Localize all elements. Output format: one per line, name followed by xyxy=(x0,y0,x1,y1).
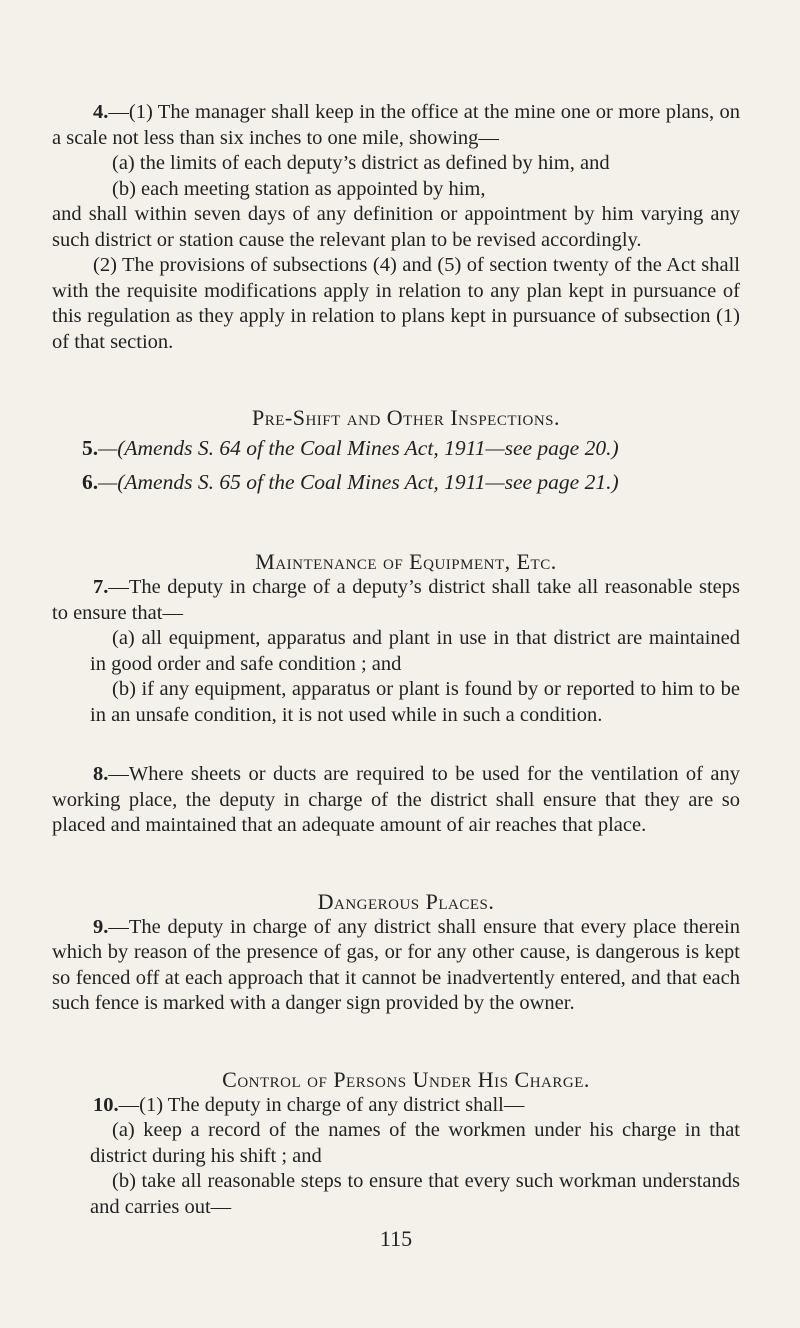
reg6-text: —(Amends S. 65 of the Coal Mines Act, 1911—see page 21.) xyxy=(98,470,619,494)
reg5-number: 5. xyxy=(82,436,99,460)
reg7-number: 7. xyxy=(93,576,109,598)
reg8-text: —Where sheets or ducts are required to be used for the ventilation of any working place, the deputy in charge of the district shall ensure that they are so placed and maintained that an adequate amount of air reaches that place. xyxy=(52,763,740,836)
reg6-number: 6. xyxy=(82,470,99,494)
reg5-text: —(Amends S. 64 of the Coal Mines Act, 1911—see page 20.) xyxy=(98,436,619,460)
reg7-lead xyxy=(52,575,740,626)
reg5-amendment xyxy=(52,431,740,465)
reg4-lead-text: —(1) The manager shall keep in the office at the mine one or more plans, on a scale not less than six inches to one mile, showing— xyxy=(52,101,740,149)
reg10-item-b: (b) take all reasonable steps to ensure that every such workman understands and carries out— xyxy=(90,1170,740,1218)
reg7-item-b: (b) if any equipment, apparatus or plant is found by or reported to him to be in an unsafe condition, it is not used while in such a condition. xyxy=(90,678,740,726)
reg10-lead xyxy=(52,1093,740,1119)
reg9-text: —The deputy in charge of any district shall ensure that every place therein which by reason of the presence of gas, or for any other cause, is dangerous is kept so fenced off at each approach that it cannot be inadvertently entered, and that each such fence is marked with a danger sign provided by the owner. xyxy=(52,915,740,1014)
heading-pre-shift: Pre-Shift and Other Inspections. xyxy=(251,405,561,430)
page-number: 115 xyxy=(379,1226,413,1251)
reg4-item-b: (b) each meeting station as appointed by him, xyxy=(112,177,486,200)
reg4-paragraph-1 xyxy=(52,100,740,151)
heading-maintenance: Maintenance of Equipment, Etc. xyxy=(255,549,557,574)
reg8-paragraph xyxy=(52,762,740,839)
reg4-paragraph-2: (2) The provisions of subsections (4) and (5) of section twenty of the Act shall with the requisite modifications apply in relation to any plan kept in pursuance of this regulation as they apply in relation to plans kept in pursuance of subsection (1) of that section. xyxy=(52,254,740,353)
reg6-amendment xyxy=(52,465,740,499)
reg4-tail: and shall within seven days of any definition or appointment by him varying any such district or station cause the relevant plan to be revised accordingly. xyxy=(52,203,740,251)
reg9-number: 9. xyxy=(93,915,109,938)
reg4-number: 4. xyxy=(93,101,109,123)
reg7-item-a: (a) all equipment, apparatus and plant in use in that district are maintained in good order and safe condition ; and xyxy=(90,627,740,675)
reg4-item-a: (a) the limits of each deputy’s district as defined by him, and xyxy=(112,152,610,174)
reg10-number: 10. xyxy=(93,1093,119,1116)
heading-control-of-persons: Control of Persons Under His Charge. xyxy=(222,1066,590,1092)
reg9-paragraph xyxy=(52,915,740,1017)
reg7-lead-text: —The deputy in charge of a deputy’s district shall take all reasonable steps to ensure that— xyxy=(52,576,740,624)
reg10-item-a: (a) keep a record of the names of the workmen under his charge in that district during his shift ; and xyxy=(90,1119,740,1167)
reg8-number: 8. xyxy=(93,763,109,785)
reg10-lead-text: —(1) The deputy in charge of any district shall— xyxy=(118,1093,525,1116)
heading-dangerous-places: Dangerous Places. xyxy=(317,888,495,914)
